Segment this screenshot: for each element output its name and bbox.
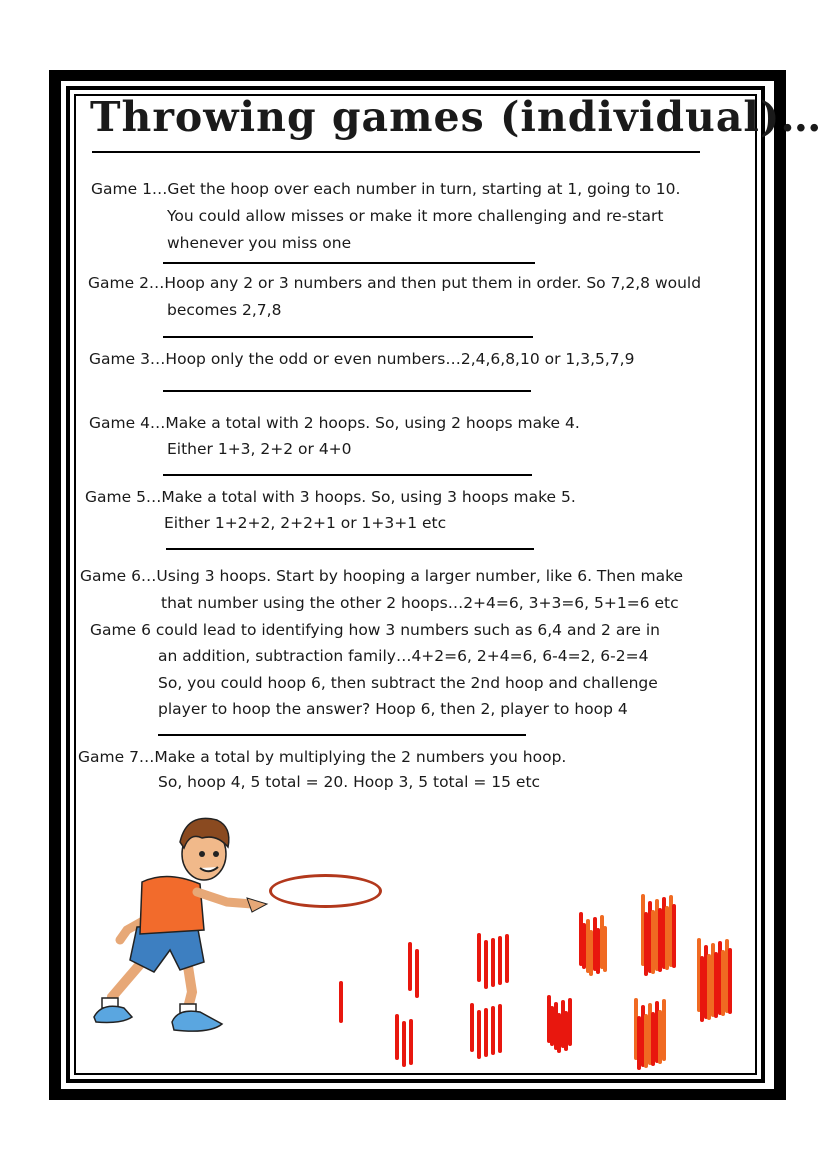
game-5-line-1: Game 5…Make a total with 3 hoops. So, using 3 hoops make 5. (85, 488, 576, 506)
game-6-line-6: player to hoop the answer? Hoop 6, then 2, player to hoop 4 (158, 700, 628, 718)
game-1-line-1: Game 1…Get the hoop over each number in turn, starting at 1, going to 10. (91, 180, 681, 198)
game-2-line-2: becomes 2,7,8 (167, 301, 282, 319)
game-2-line-1: Game 2…Hoop any 2 or 3 numbers and then put them in order. So 7,2,8 would (88, 274, 702, 292)
game-6-line-2: that number using the other 2 hoops…2+4=6, 3+3=6, 5+1=6 etc (161, 594, 679, 612)
game-4-line-2: Either 1+3, 2+2 or 4+0 (167, 440, 352, 458)
game-5-line-2: Either 1+2+2, 2+2+1 or 1+3+1 etc (164, 514, 447, 532)
game-1-line-3: whenever you miss one (167, 234, 352, 252)
game-7-line-1: Game 7…Make a total by multiplying the 2 numbers you hoop. (78, 748, 567, 766)
game-7-line-2: So, hoop 4, 5 total = 20. Hoop 3, 5 total = 15 etc (158, 773, 541, 791)
game-4-line-1: Game 4…Make a total with 2 hoops. So, using 2 hoops make 4. (89, 414, 580, 432)
page-title: Throwing games (individual)… (90, 93, 823, 141)
game-3-line-1: Game 3…Hoop only the odd or even numbers…2,4,6,8,10 or 1,3,5,7,9 (89, 350, 635, 368)
game-6-line-1: Game 6…Using 3 hoops. Start by hooping a larger number, like 6. Then make (80, 567, 684, 585)
game-1-line-2: You could allow misses or make it more challenging and re-start (167, 207, 664, 225)
game-6-line-3: Game 6 could lead to identifying how 3 numbers such as 6,4 and 2 are in (90, 621, 660, 639)
game-6-line-4: an addition, subtraction family…4+2=6, 2+4=6, 6-4=2, 6-2=4 (158, 647, 649, 665)
game-6-line-5: So, you could hoop 6, then subtract the 2nd hoop and challenge (158, 674, 658, 692)
